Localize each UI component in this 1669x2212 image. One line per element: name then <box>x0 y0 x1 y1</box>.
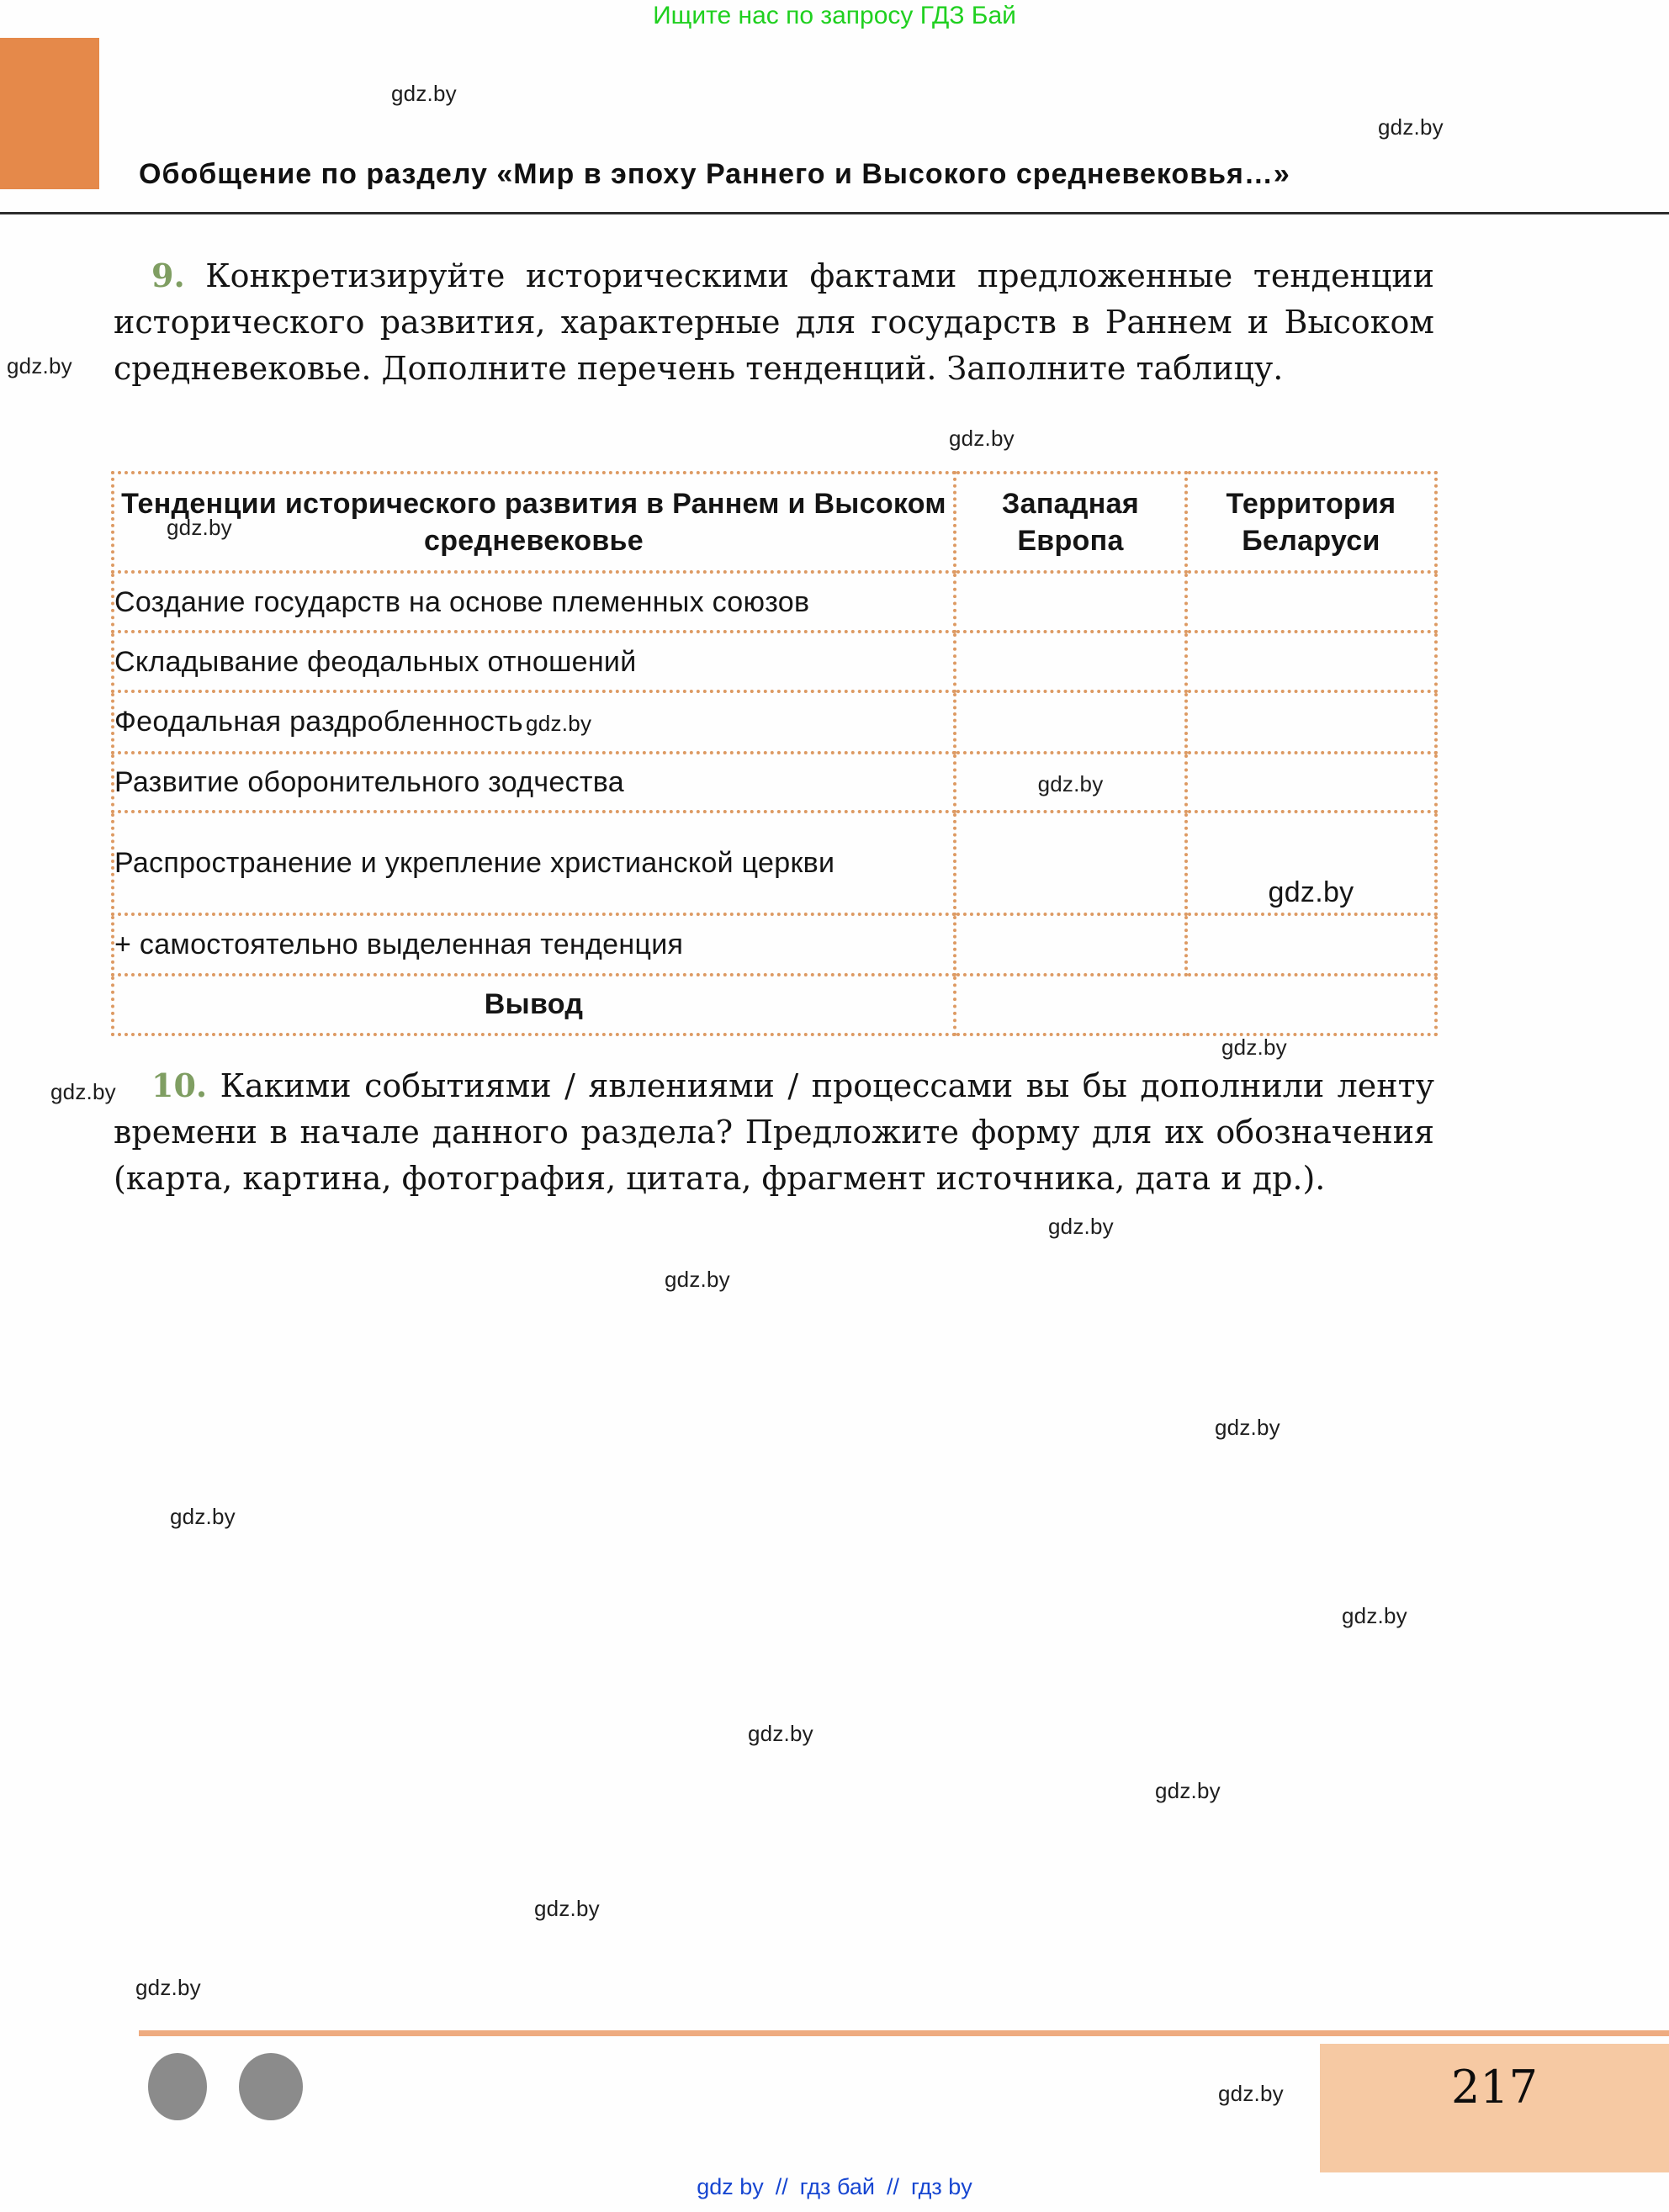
cell-with-watermark <box>1186 812 1436 914</box>
tendencies-table <box>111 471 1438 1036</box>
gdz-watermark: gdz.by <box>167 515 232 540</box>
gdz-watermark: gdz.by <box>525 710 592 736</box>
cell-with-watermark <box>955 753 1186 812</box>
empty-cell <box>1186 691 1436 753</box>
gdz-watermark: gdz.by <box>1218 2081 1284 2106</box>
table-row <box>113 632 1436 691</box>
gdz-watermark: gdz.by <box>949 426 1015 451</box>
gdz-watermark: gdz.by <box>1221 1035 1287 1060</box>
gdz-watermark: gdz.by <box>391 81 457 106</box>
gdz-watermark: gdz.by <box>1342 1603 1407 1628</box>
page-title: Обобщение по разделу «Мир в эпоху Раннего и Высокого средневековья…» <box>139 158 1290 190</box>
table-row <box>113 691 1436 753</box>
row-label-own-tendency: + самостоятельно выделенная тенденция <box>113 914 955 975</box>
empty-cell <box>955 572 1186 632</box>
gdz-watermark: gdz.by <box>1378 114 1444 140</box>
footer-circle-icon <box>239 2053 303 2120</box>
gdz-watermark: gdz.by <box>665 1267 730 1292</box>
table-header-tendencies <box>113 473 955 572</box>
empty-cell <box>1186 572 1436 632</box>
table-header-western-europe: Западная Европа <box>955 473 1186 572</box>
empty-cell <box>955 632 1186 691</box>
table-header-row <box>113 473 1436 572</box>
empty-cell <box>955 691 1186 753</box>
table-summary-row <box>113 975 1436 1035</box>
gdz-watermark: gdz.by <box>1155 1778 1221 1803</box>
table-row <box>113 914 1436 975</box>
gdz-watermark: gdz.by <box>1215 1415 1280 1440</box>
task-9-number: 9. <box>151 257 185 294</box>
footer-link-gdz-bai[interactable]: гдз бай <box>799 2174 875 2199</box>
empty-cell <box>955 914 1186 975</box>
row-label-christian-church: Распространение и укрепление христианской церкви <box>113 812 955 914</box>
footer-link-separator: // <box>886 2174 899 2199</box>
gdz-watermark: gdz.by <box>1268 876 1354 908</box>
empty-cell <box>955 812 1186 914</box>
page-number: 217 <box>1450 2061 1539 2114</box>
empty-cell <box>1186 753 1436 812</box>
gdz-watermark: gdz.by <box>7 353 72 378</box>
gdz-watermark: gdz.by <box>50 1079 116 1104</box>
row-label-text: Феодальная раздробленность <box>114 705 523 738</box>
row-label-feudal-fragmentation <box>113 691 955 753</box>
gdz-watermark: gdz.by <box>170 1504 236 1529</box>
promo-banner: Ищите нас по запросу ГДЗ Бай <box>653 2 1016 29</box>
footer-divider-line <box>139 2030 1669 2036</box>
footer-link-separator: // <box>775 2174 788 2199</box>
gdz-watermark: gdz.by <box>1037 770 1104 796</box>
page-number-box <box>1320 2044 1669 2172</box>
section-color-tab <box>0 38 99 189</box>
table-header-belarus-territory: Территория Беларуси <box>1186 473 1436 572</box>
gdz-watermark: gdz.by <box>1048 1214 1114 1239</box>
table-row <box>113 753 1436 812</box>
footer-link-gdz-by-ru[interactable]: гдз by <box>911 2174 972 2199</box>
header-rule <box>0 212 1669 214</box>
task-10-paragraph <box>114 1062 1434 1202</box>
table-row <box>113 572 1436 632</box>
gdz-watermark: gdz.by <box>748 1721 813 1746</box>
task-10-number: 10. <box>151 1066 208 1104</box>
empty-cell <box>1186 914 1436 975</box>
gdz-watermark: gdz.by <box>135 1975 201 2000</box>
task-9-text: Конкретизируйте историческими фактами предложенные тенденции исторического развития, характерные для государств в Раннем и Высоком средневековье. Дополните перечень тенденций. Заполните таблицу. <box>114 257 1434 387</box>
task-10-text: Какими событиями / явлениями / процессами вы бы дополнили ленту времени в начале данного раздела? Предложите форму для их обозначения (карта, картина, фотография, цитата, фрагмент источника, дата и др.). <box>114 1067 1434 1197</box>
empty-cell <box>1186 632 1436 691</box>
row-label-defensive-architecture: Развитие оборонительного зодчества <box>113 753 955 812</box>
gdz-watermark: gdz.by <box>534 1896 600 1921</box>
footer-link-gdz-by[interactable]: gdz by <box>697 2174 764 2199</box>
footer-links <box>0 2174 1669 2200</box>
table-row <box>113 812 1436 914</box>
row-label-conclusion: Вывод <box>113 975 955 1035</box>
row-label-feudal-relations: Складывание феодальных отношений <box>113 632 955 691</box>
row-label-state-creation: Создание государств на основе племенных союзов <box>113 572 955 632</box>
table-header-tendencies-label: Тенденции исторического развития в Раннем и Высоком средневековье <box>121 488 946 557</box>
footer-circle-icon <box>148 2053 207 2120</box>
task-9-paragraph <box>114 252 1434 392</box>
empty-merged-cell <box>955 975 1436 1035</box>
